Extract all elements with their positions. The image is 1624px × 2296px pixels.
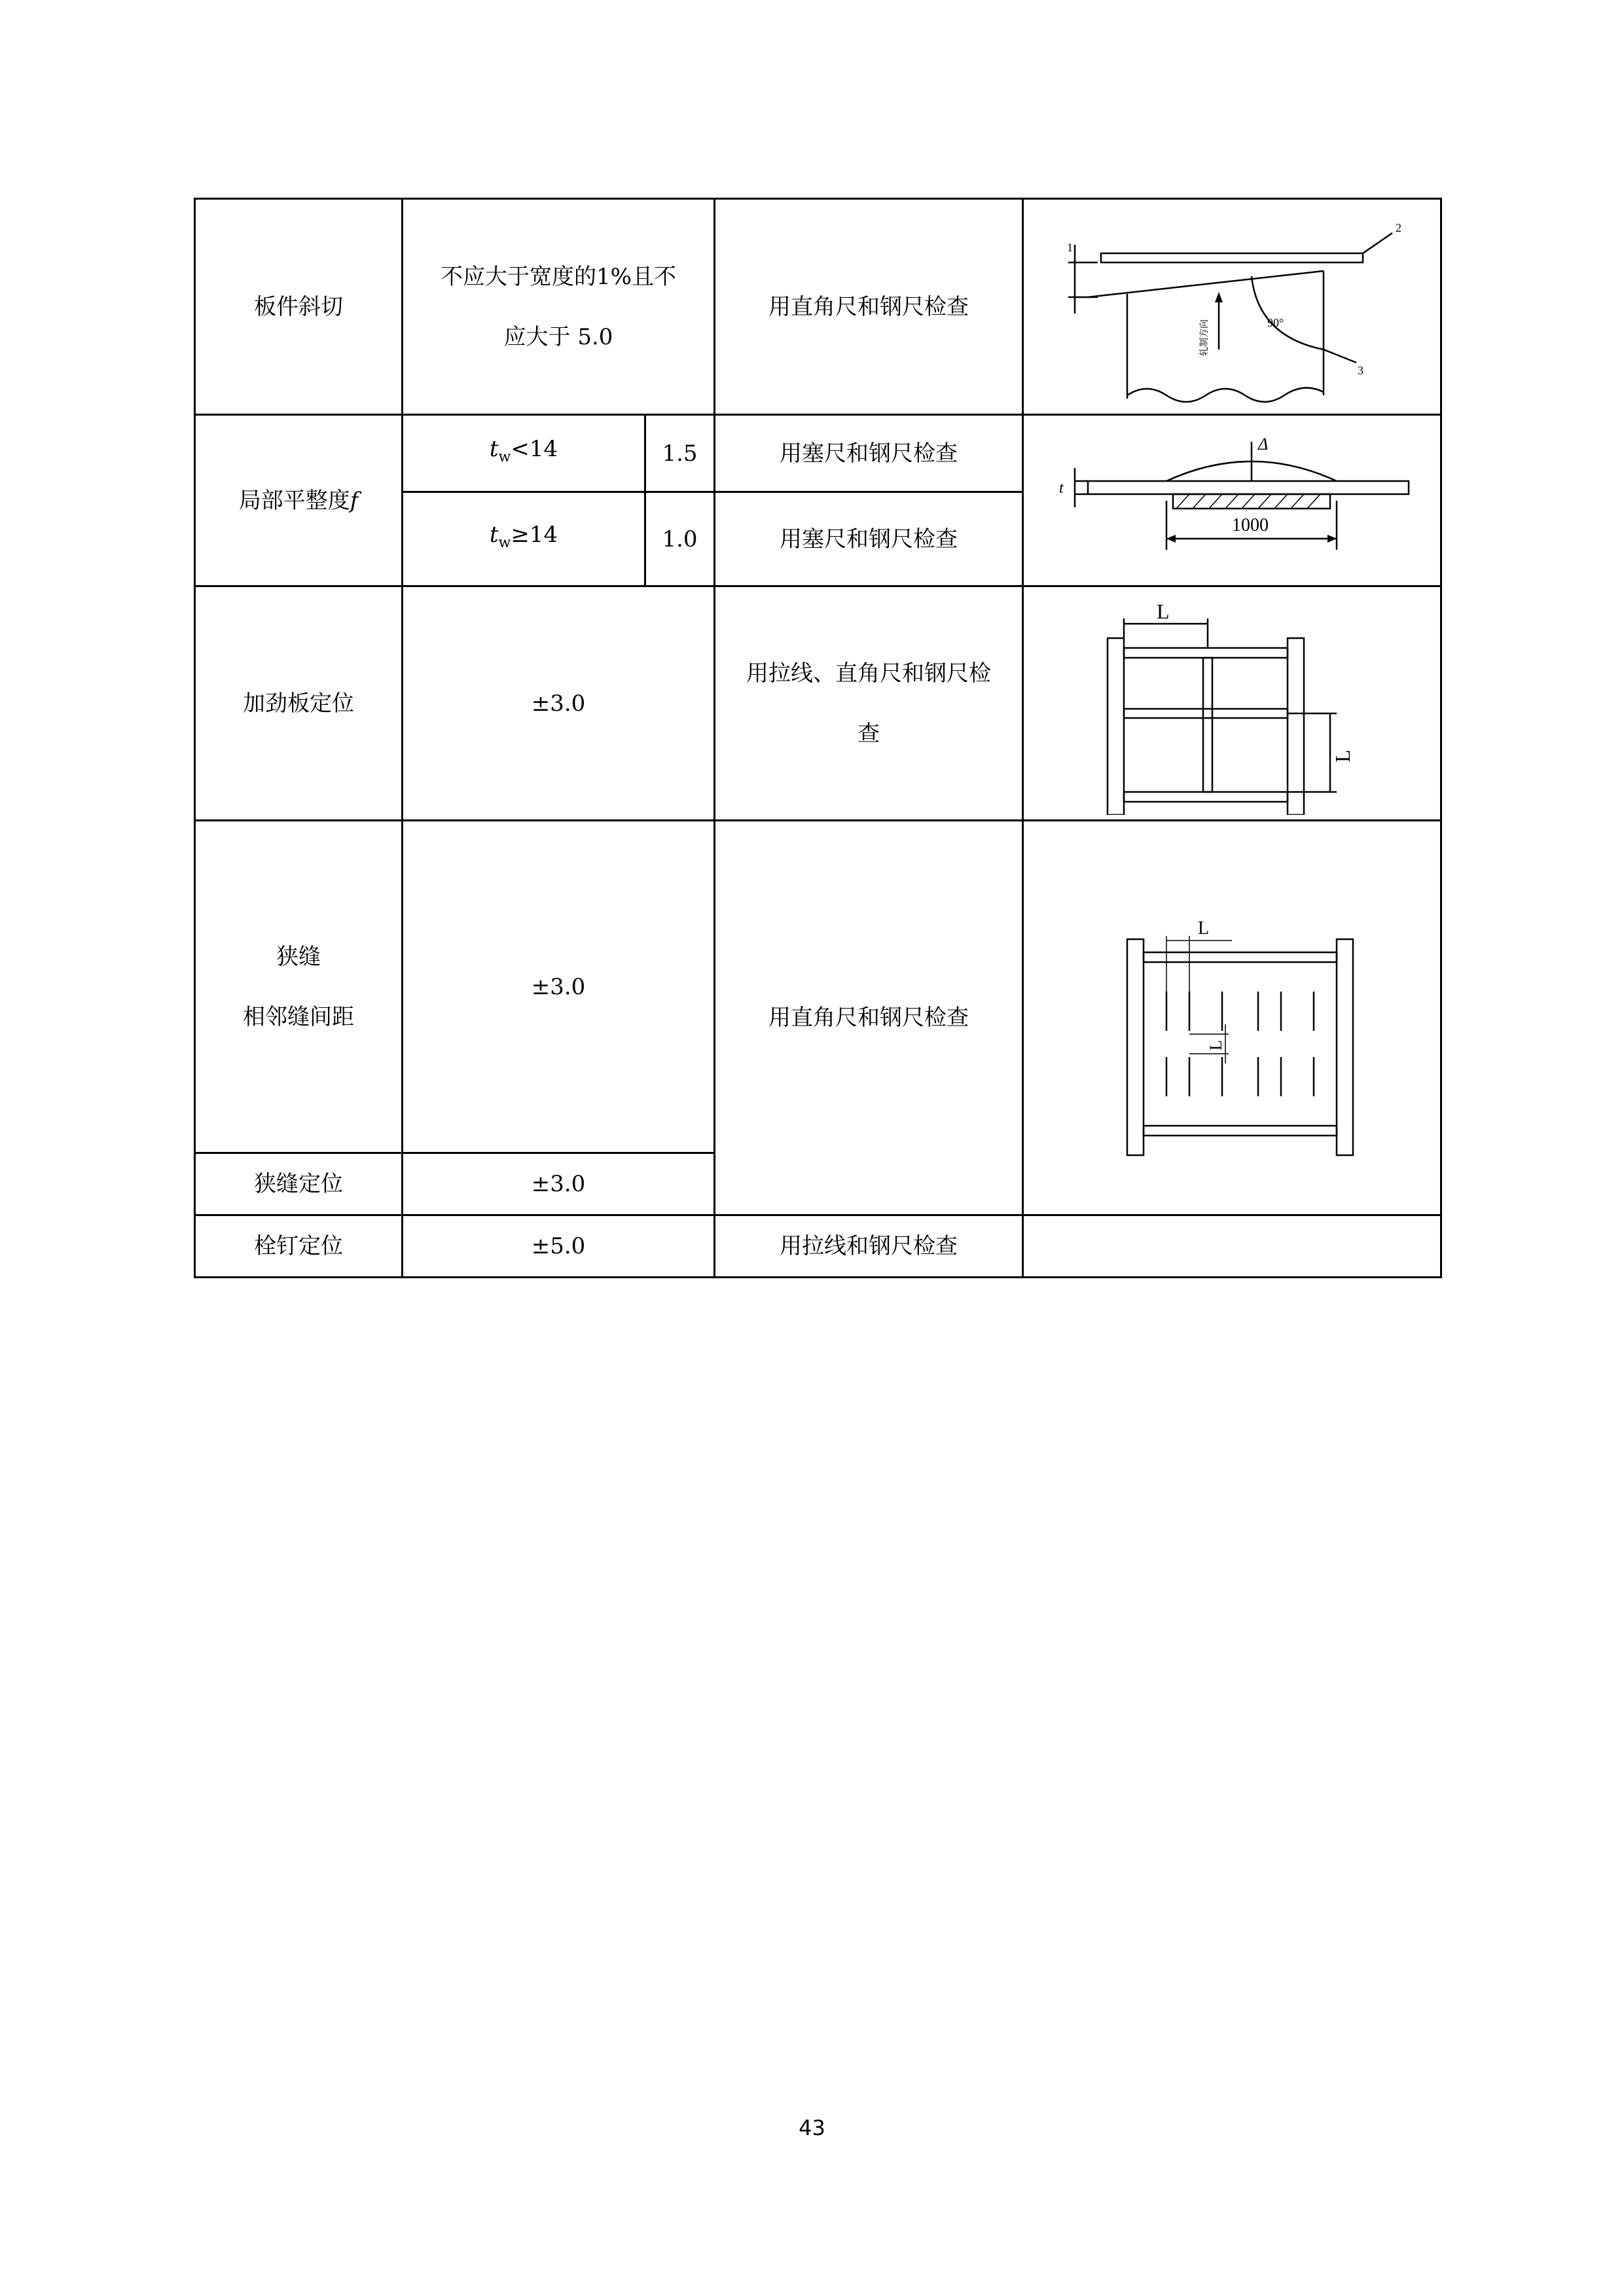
square-ruler-shape	[1101, 253, 1363, 262]
value-text: 1.5	[662, 440, 698, 467]
method-line-2: 查	[857, 720, 880, 747]
inspection-table	[194, 198, 1442, 1278]
method-label: 用塞尺和钢尺检查	[780, 526, 958, 552]
slot-diagram	[1036, 861, 1428, 1175]
tolerance-line-2: 应大于 5.0	[503, 323, 613, 350]
row-slot-spacing	[195, 821, 1441, 1153]
item-cell	[195, 586, 403, 821]
item-label: 板件斜切	[254, 293, 343, 320]
item-cell	[195, 199, 403, 415]
method-label: 用塞尺和钢尺检查	[780, 440, 958, 467]
bevel-diagram	[1036, 206, 1428, 408]
method-label: 用拉线和钢尺检查	[780, 1233, 958, 1259]
figure-cell	[1023, 821, 1441, 1215]
tolerance-label: ±3.0	[531, 973, 586, 1000]
thickness-subscript: w	[498, 534, 511, 551]
rolling-direction-label: 轧制方向	[1200, 319, 1210, 356]
figure-cell-empty	[1023, 1215, 1441, 1278]
thickness-symbol: t	[489, 436, 499, 463]
method-cell	[715, 1215, 1023, 1278]
tolerance-line-1: 不应大于宽度的1%且不	[441, 263, 676, 290]
top-dimension-label: L	[1198, 918, 1210, 939]
item-line-1: 狭缝	[276, 943, 321, 970]
mid-dimension-label: L	[1206, 1040, 1226, 1050]
method-label: 用直角尺和钢尺检查	[768, 1005, 969, 1031]
t-label: t	[1059, 479, 1064, 497]
figure-cell	[1023, 199, 1441, 415]
condition-cell	[403, 415, 645, 492]
tolerance-cell	[403, 199, 715, 415]
bevel-label-2: 2	[1396, 221, 1402, 234]
bevel-angle-label: 90°	[1267, 315, 1284, 329]
bevel-label-1: 1	[1067, 240, 1074, 254]
value-cell	[645, 492, 715, 586]
row-stiffener	[195, 586, 1441, 821]
item-cell	[195, 821, 403, 1153]
bevel-label-3: 3	[1358, 363, 1364, 377]
item-symbol: f	[350, 487, 359, 514]
figure-cell	[1023, 586, 1441, 821]
span-label: 1000	[1232, 514, 1269, 535]
tolerance-cell	[403, 1153, 715, 1215]
item-cell	[195, 415, 403, 586]
method-cell	[715, 415, 1023, 492]
delta-label: Δ	[1258, 434, 1269, 454]
row-flatness-thin	[195, 415, 1441, 492]
tolerance-label: ±3.0	[531, 690, 586, 717]
tolerance-label: ±5.0	[531, 1233, 586, 1259]
item-line-2: 相邻缝间距	[243, 1003, 354, 1030]
item-label: 局部平整度	[238, 487, 350, 514]
method-label: 用直角尺和钢尺检查	[768, 293, 969, 320]
row-stud	[195, 1215, 1441, 1278]
item-label: 狭缝定位	[254, 1171, 343, 1197]
method-line-1: 用拉线、直角尺和钢尺检	[746, 660, 992, 687]
page-number: 43	[799, 2115, 825, 2140]
tolerance-cell	[403, 1215, 715, 1278]
flatness-diagram	[1036, 422, 1428, 579]
method-cell	[715, 821, 1023, 1215]
tolerance-label: ±3.0	[531, 1171, 586, 1197]
figure-cell	[1023, 415, 1441, 586]
stiffener-diagram	[1036, 592, 1428, 815]
condition-cell	[403, 492, 645, 586]
item-cell	[195, 1215, 403, 1278]
row-bevel	[195, 199, 1441, 415]
thickness-symbol: t	[489, 522, 499, 548]
tolerance-cell	[403, 821, 715, 1153]
condition-text: <14	[511, 436, 558, 463]
method-cell	[715, 586, 1023, 821]
item-label: 栓钉定位	[254, 1233, 343, 1259]
top-dimension-label: L	[1157, 599, 1170, 623]
thickness-subscript: w	[498, 448, 511, 465]
value-cell	[645, 415, 715, 492]
value-text: 1.0	[662, 526, 698, 552]
method-cell	[715, 199, 1023, 415]
tolerance-cell	[403, 586, 715, 821]
item-cell	[195, 1153, 403, 1215]
side-dimension-label: L	[1331, 749, 1355, 762]
condition-text: ≥14	[511, 522, 558, 548]
item-label: 加劲板定位	[243, 690, 354, 717]
method-cell	[715, 492, 1023, 586]
